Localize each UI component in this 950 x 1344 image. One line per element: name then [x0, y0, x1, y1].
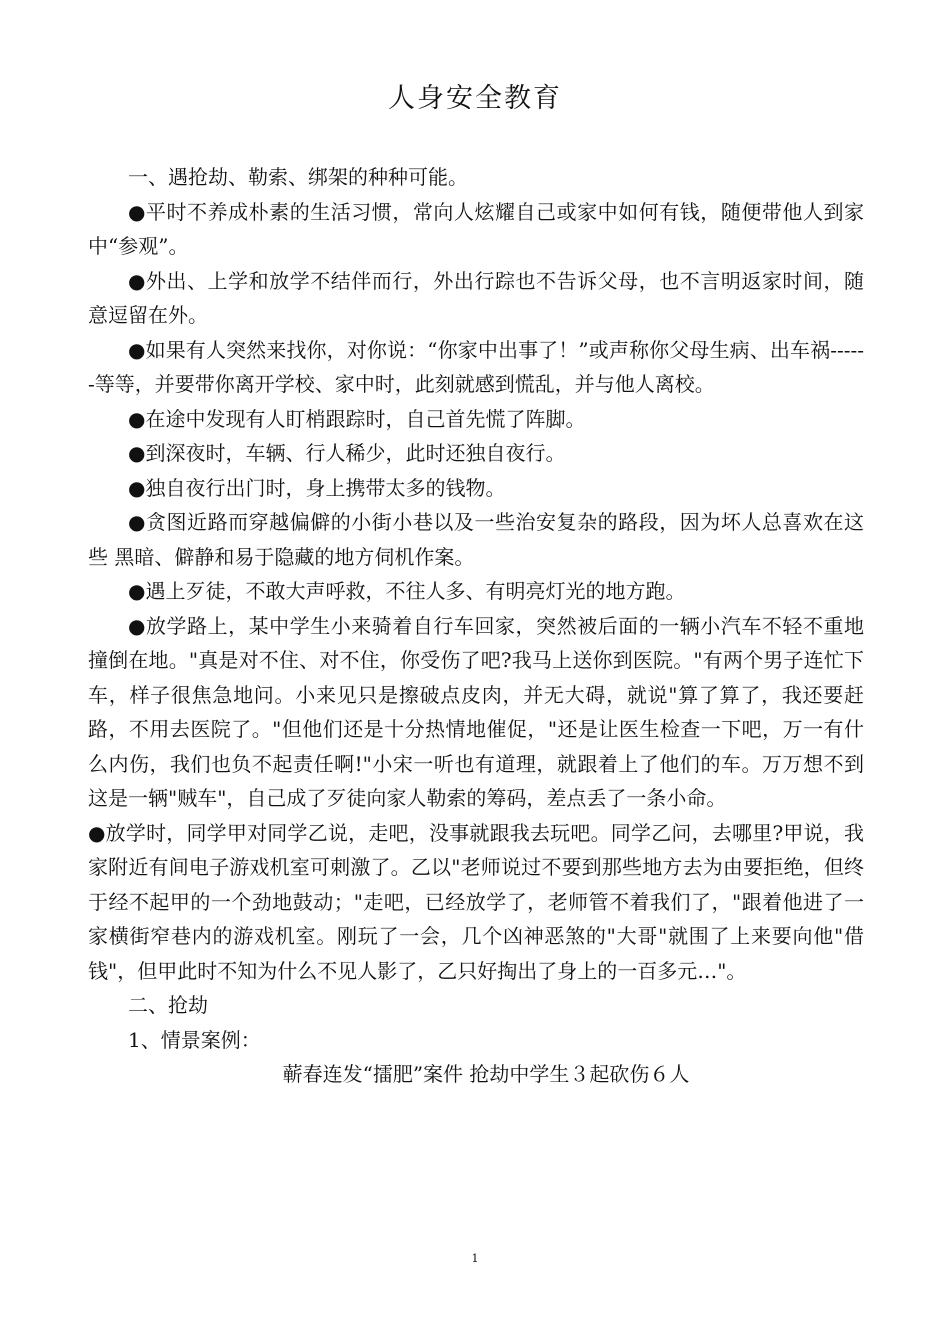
- document-title: 人身安全教育: [388, 83, 562, 114]
- section-heading-robbery: 二、抢劫: [128, 993, 208, 1017]
- document-body: [88, 160, 864, 1092]
- bullet-paragraph: ●到深夜时，车辆、行人稀少，此时还独自夜行。: [128, 441, 566, 465]
- bullet-paragraph: ●独自夜行出门时，身上携带太多的钱物。: [128, 475, 506, 500]
- subsection-heading-case: 1、情景案例：: [128, 1027, 261, 1052]
- page-number: 1: [471, 1252, 479, 1265]
- bullet-paragraph: ●平时不养成朴素的生活习惯，常向人炫耀自己或家中如何有钱，随便带他人到家中“参观”。: [88, 199, 864, 258]
- bullet-paragraph: ●外出、上学和放学不结伴而行，外出行踪也不告诉父母，也不言明返家时间，随意逗留在外。: [88, 268, 864, 327]
- bullet-paragraph: ●遇上歹徒，不敢大声呼救，不往人多、有明亮灯光的地方跑。: [128, 579, 686, 603]
- bullet-paragraph: ●放学路上，某中学生小来骑着自行车回家，突然被后面的一辆小汽车不轻不重地撞倒在地。"真是对不住、对不住，你受伤了吧?我马上送你到医院。"有两个男子连忙下车，样子很焦急地问。小来见只是擦破点皮肉，并无大碍，就说"算了算了，我还要赶路，不用去医院了。"但他们还是十分热情地催促，"还是让医生检查一下吧，万一有什么内伤，我们也负不起责任啊!"小宋一听也有道理，就跟着上了他们的车。万万想不到这是一辆"贼车"，自己成了歹徒向家人勒索的筹码，差点丢了一条小命。: [88, 613, 864, 810]
- bullet-paragraph: ●如果有人突然来找你，对你说：“你家中出事了！”或声称你父母生病、出车祸------等等，并要带你离开学校、家中时，此刻就感到慌乱，并与他人离校。: [88, 337, 864, 396]
- section-heading-robbery-possibilities: 一、遇抢劫、勒索、绑架的种种可能。: [128, 165, 468, 189]
- bullet-paragraph: ●放学时，同学甲对同学乙说，走吧，没事就跟我去玩吧。同学乙问，去哪里?甲说，我家附近有间电子游戏机室可刺激了。乙以"老师说过不要到那些地方去为由要拒绝，但终于经不起甲的一个劲地鼓动；"走吧，已经放学了，老师管不着我们了，"跟着他进了一家横街窄巷内的游戏机室。刚玩了一会，几个凶神恶煞的"大哥"就围了上来要向他"借钱"，但甲此时不知为什么不见人影了，乙只好掏出了身上的一百多元…"。: [88, 820, 864, 983]
- bullet-paragraph: ●在途中发现有人盯梢跟踪时，自己首先慌了阵脚。: [128, 406, 586, 431]
- bullet-paragraph: ●贪图近路而穿越偏僻的小街小巷以及一些治安复杂的路段，因为坏人总喜欢在这些 黑暗、僻静和易于隐藏的地方伺机作案。: [88, 510, 864, 569]
- case-title: 蕲春连发“擂肥”案件 抢劫中学生３起砍伤６人: [282, 1062, 690, 1086]
